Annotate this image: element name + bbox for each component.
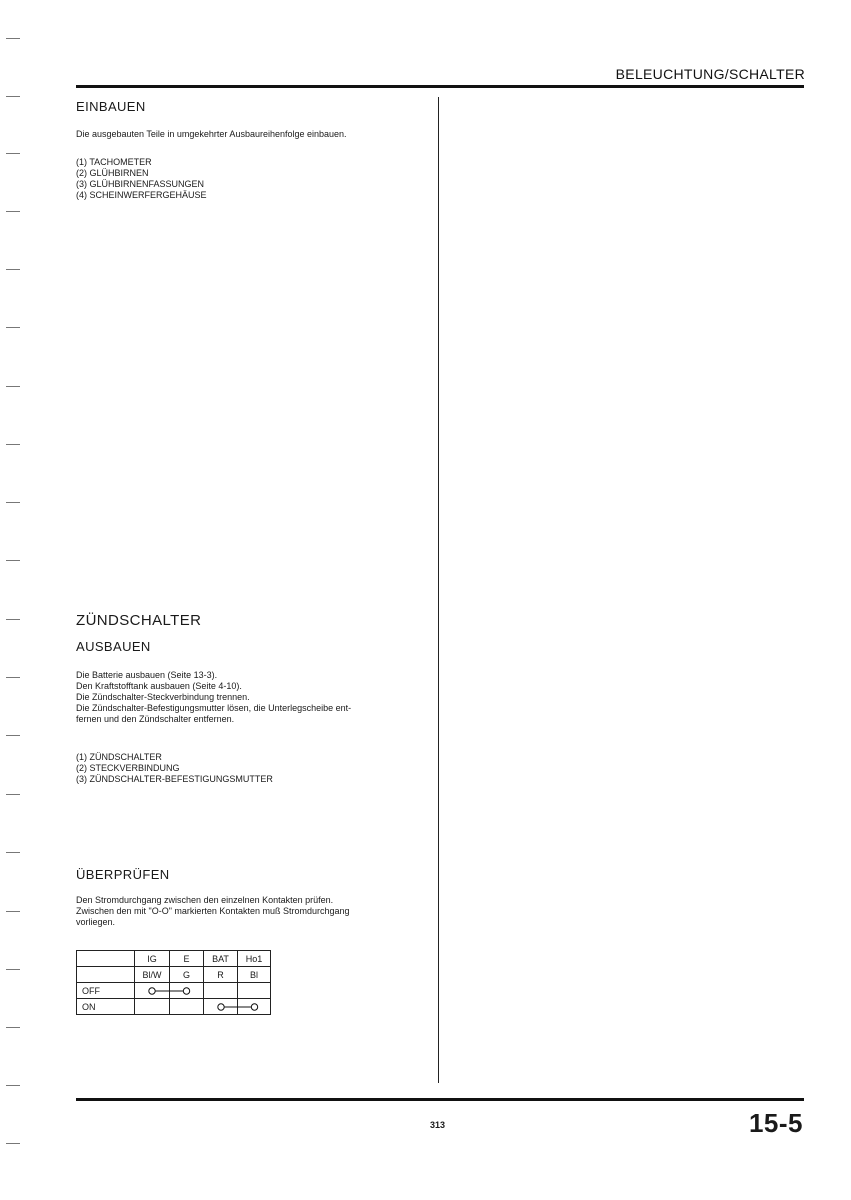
table-cell <box>204 983 238 999</box>
part-item: (3) ZÜNDSCHALTER-BEFESTIGUNGSMUTTER <box>76 774 273 784</box>
table-row-wire-colors <box>77 967 271 983</box>
table-cell <box>135 999 170 1015</box>
einbauen-parts-list <box>76 157 207 201</box>
position-label: OFF <box>77 983 135 999</box>
section-number: 15-5 <box>748 1108 803 1138</box>
terminal-header: BAT <box>204 951 238 967</box>
text-line: Die Zündschalter-Befestigungsmutter lösen, die Unterlegscheibe ent- <box>76 703 352 713</box>
text-line: Den Kraftstofftank ausbauen (Seite 4-10). <box>76 681 242 691</box>
ueberpruefen-text <box>76 895 350 928</box>
text-line: Die Batterie ausbauen (Seite 13-3). <box>76 670 218 680</box>
ueberpruefen-heading: ÜBERPRÜFEN <box>76 867 170 882</box>
wire-color-cell: Bl/W <box>135 967 170 983</box>
footer-rule <box>76 1098 804 1101</box>
part-item: (4) SCHEINWERFERGEHÄUSE <box>76 190 207 200</box>
text-line: Zwischen den mit "O-O" markierten Kontakten muß Stromdurchgang <box>76 906 350 916</box>
connector-circle-right <box>183 987 189 993</box>
ausbauen-parts-list <box>76 752 273 785</box>
table-cell <box>170 999 204 1015</box>
part-item: (1) ZÜNDSCHALTER <box>76 752 162 762</box>
connector-circle-left <box>217 1003 223 1009</box>
zuendschalter-heading: ZÜNDSCHALTER <box>76 612 202 629</box>
page-number: 313 <box>430 1120 446 1130</box>
table-cell <box>238 983 271 999</box>
wire-color-cell: R <box>204 967 238 983</box>
text-line: Den Stromdurchgang zwischen den einzelnen Kontakten prüfen. <box>76 895 334 905</box>
connector-circle-right <box>251 1003 257 1009</box>
einbauen-heading: EINBAUEN <box>76 99 146 114</box>
continuity-connector-on <box>215 999 261 1015</box>
ausbauen-heading: AUSBAUEN <box>76 639 151 654</box>
part-item: (2) GLÜHBIRNEN <box>76 168 149 178</box>
part-item: (1) TACHOMETER <box>76 157 152 167</box>
wire-color-cell: G <box>170 967 204 983</box>
text-line: vorliegen. <box>76 917 116 927</box>
table-empty-cell <box>77 967 135 983</box>
connector-circle-left <box>149 987 155 993</box>
column-divider <box>438 97 439 1083</box>
wire-color-cell: Bl <box>238 967 271 983</box>
terminal-header: Ho1 <box>238 951 271 967</box>
continuity-connector-off <box>146 983 193 999</box>
header-rule <box>76 85 804 88</box>
binding-edge-marks <box>0 0 30 1200</box>
part-item: (3) GLÜHBIRNENFASSUNGEN <box>76 179 205 189</box>
text-line: fernen und den Zündschalter entfernen. <box>76 714 235 724</box>
terminal-header: IG <box>135 951 170 967</box>
einbauen-text <box>76 129 347 140</box>
part-item: (2) STECKVERBINDUNG <box>76 763 180 773</box>
position-label: ON <box>77 999 135 1015</box>
text-line: Die Zündschalter-Steckverbindung trennen. <box>76 692 250 702</box>
terminal-header: E <box>170 951 204 967</box>
table-row-terminals <box>77 951 271 967</box>
ausbauen-text <box>76 670 351 725</box>
einbauen-instruction: Die ausgebauten Teile in umgekehrter Ausbaureihenfolge einbauen. <box>76 129 347 139</box>
table-corner-cell <box>77 951 135 967</box>
page-header-title: BELEUCHTUNG/SCHALTER <box>615 66 805 82</box>
